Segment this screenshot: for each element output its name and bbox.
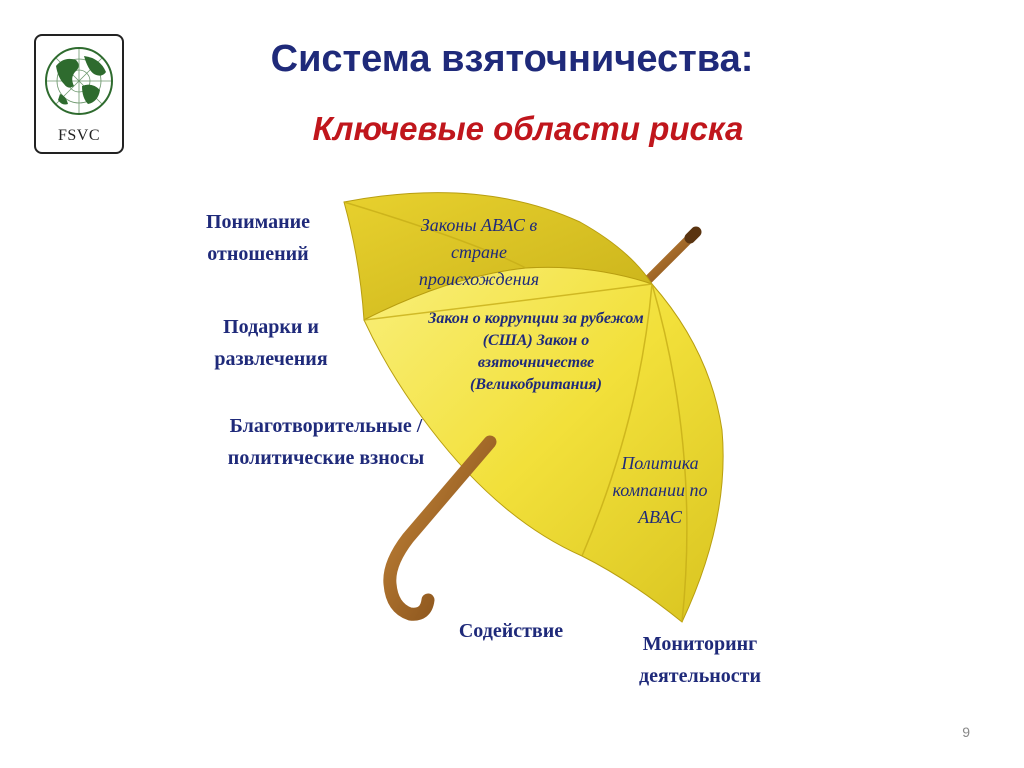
slide-title: Система взяточничества: — [270, 38, 754, 80]
label-foreign-corruption-laws: Закон о коррупции за рубежом (США) Закон о взяточничестве (Великобритания) — [428, 310, 644, 393]
logo-text: FSVC — [57, 127, 101, 144]
label-company-abac-policy: Политика компании по АВАС — [612, 453, 708, 527]
label-facilitation: Содействие — [458, 620, 564, 642]
page-number: 9 — [962, 724, 970, 740]
label-monitoring: Мониторинг деятельности — [638, 633, 762, 687]
umbrella-tip — [648, 232, 696, 280]
slide-subtitle: Ключевые области риска — [312, 110, 744, 147]
label-contributions: Благотворительные / политические взносы — [227, 415, 425, 469]
label-gifts: Подарки и развлечения — [214, 316, 328, 370]
label-local-abac-laws: Законы АВАС в стране происхождения — [418, 215, 540, 289]
label-relationships: Понимание отношений — [205, 211, 310, 265]
